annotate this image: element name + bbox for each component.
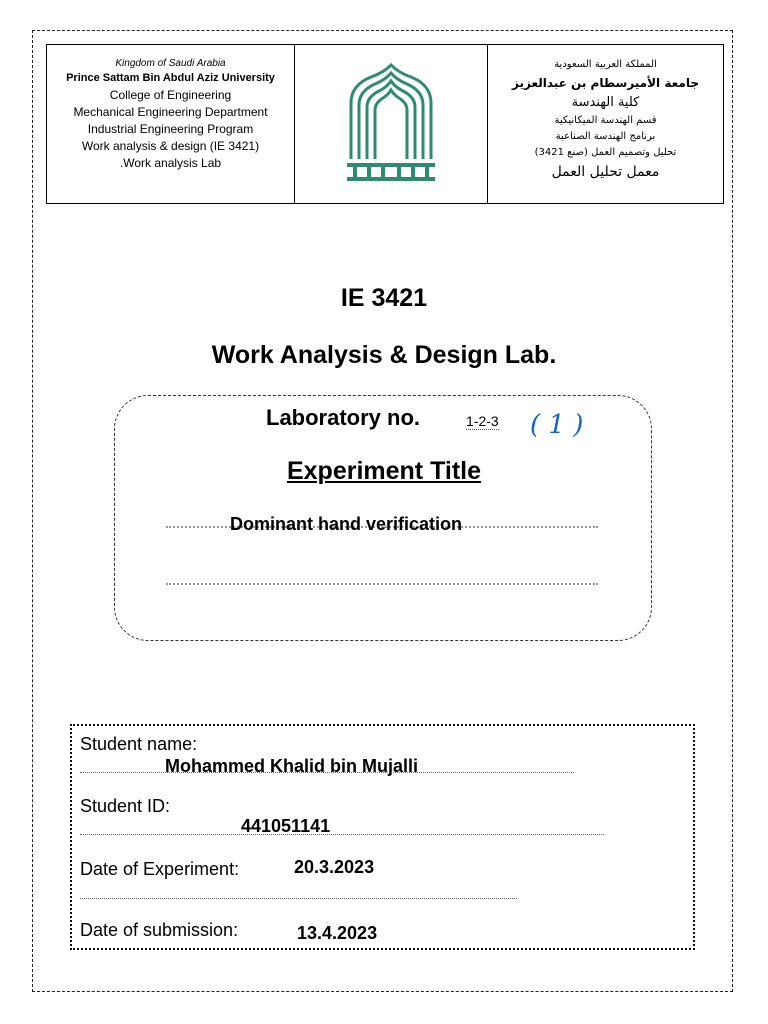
college-en: College of Engineering — [109, 88, 232, 102]
date-submission-value: 13.4.2023 — [297, 923, 378, 943]
id-dotted-line — [80, 834, 604, 835]
university-logo — [295, 45, 488, 203]
course-en: Work analysis & design (IE 3421) — [81, 139, 260, 153]
header-english — [47, 45, 295, 203]
date-submission-label: Date of submission: — [80, 920, 239, 940]
header-table — [46, 44, 724, 204]
experiment-title-value: Dominant hand verification — [230, 514, 463, 534]
student-name-label: Student name: — [80, 734, 198, 754]
experiment-title-label: Experiment Title — [286, 457, 482, 485]
course-code: IE 3421 — [340, 284, 428, 312]
lab-ar: معمل تحليل العمل — [551, 164, 660, 180]
header-arabic — [488, 45, 723, 203]
lab-number-value: 1-2-3 — [466, 413, 499, 429]
date-dotted-line — [80, 898, 517, 899]
program-ar: برنامج الهندسة الصناعية — [555, 131, 656, 142]
date-experiment-label: Date of Experiment: — [80, 859, 240, 879]
student-name-value: Mohammed Khalid bin Mujalli — [165, 756, 419, 776]
lab-title: Work Analysis & Design Lab. — [211, 341, 557, 369]
program-en: Industrial Engineering Program — [87, 122, 254, 136]
lab-en: .Work analysis Lab — [119, 156, 222, 170]
department-ar: قسم الهندسة الميكانيكية — [554, 115, 657, 126]
student-id-value: 441051141 — [241, 816, 331, 836]
arch-logo-icon — [343, 63, 439, 185]
university-ar: جامعة الأميرسطام بن عبدالعزيز — [512, 76, 699, 90]
course-ar: تحليل وتصميم العمل (صنع 3421) — [534, 147, 677, 158]
student-id-label: Student ID: — [80, 796, 171, 816]
country-en: Kingdom of Saudi Arabia — [115, 58, 226, 69]
country-ar: المملكة العربية السعودية — [554, 59, 657, 70]
college-ar: كلية الهندسة — [571, 95, 640, 110]
title-dotted-line-2 — [166, 583, 598, 585]
name-dotted-line — [80, 772, 574, 773]
handwritten-lab-choice: ( 1 ) — [530, 410, 584, 440]
department-en: Mechanical Engineering Department — [73, 105, 268, 119]
lab-number-label: Laboratory no. — [266, 405, 421, 430]
date-experiment-value: 20.3.2023 — [294, 857, 375, 877]
university-en: Prince Sattam Bin Abdul Aziz University — [66, 72, 275, 84]
